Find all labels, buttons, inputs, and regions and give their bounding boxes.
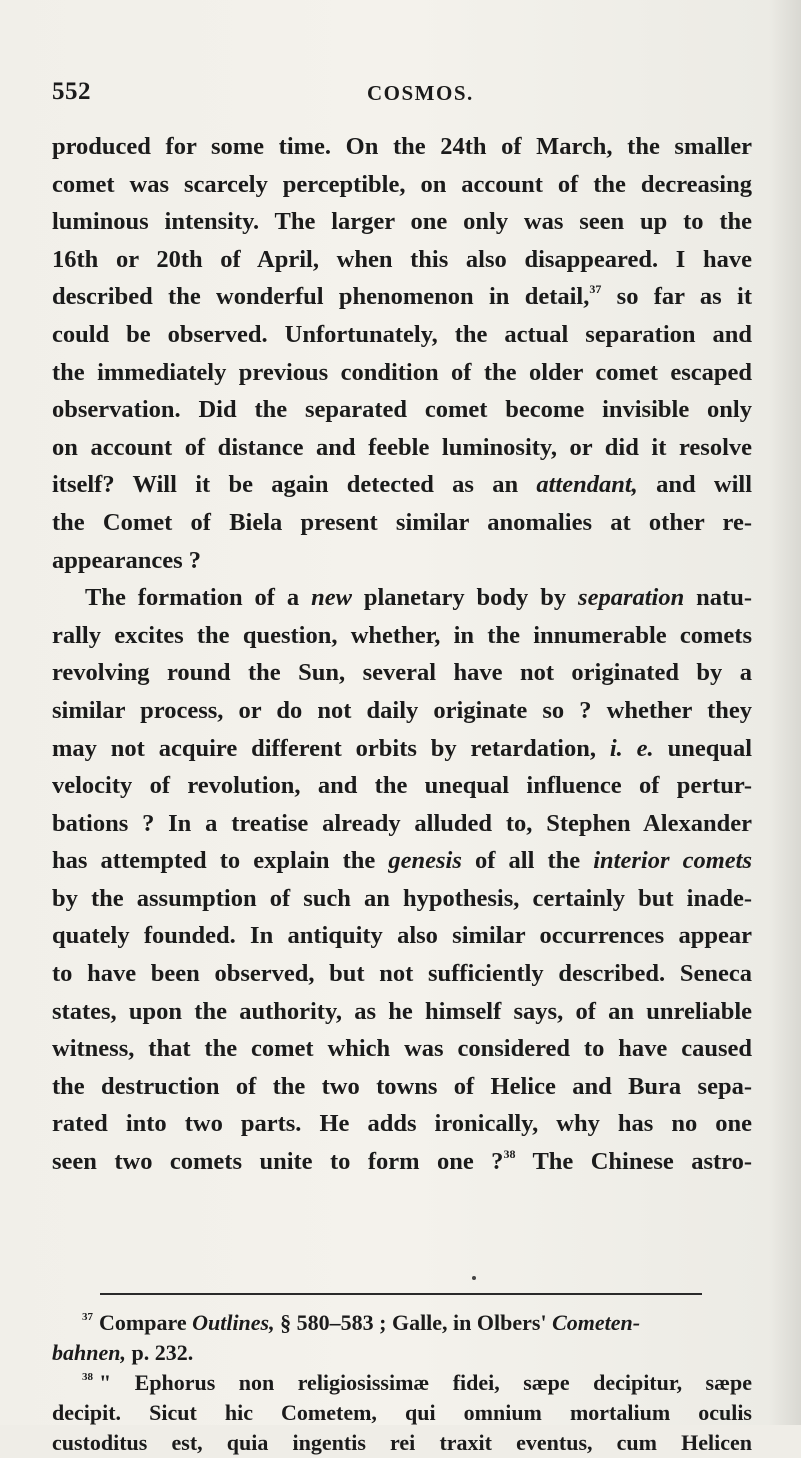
- text-line: rated into two parts. He adds ironically, why has no one: [52, 1110, 752, 1138]
- footnote-37: $^{37}$ Compare Outlines, § 580–583 ; Galle, in Olbers' Cometen-: [82, 1310, 641, 1335]
- footnote-ref-37: 37: [589, 282, 602, 297]
- text-line: itself? Will it be again detected as an attendant, and will: [52, 471, 753, 499]
- text-line: appearances ?: [52, 546, 202, 574]
- text-line: quately founded. In antiquity also similar occurrences appear: [52, 922, 752, 950]
- text-line: to have been observed, but not sufficiently described. Seneca: [52, 960, 752, 988]
- text-line: could be observed. Unfortunately, the actual separation and: [52, 320, 752, 348]
- ink-speck: [472, 1276, 476, 1280]
- text-line: described the wonderful phenomenon in detail,$^{37}$ so far as it: [52, 282, 752, 311]
- text-line: produced for some time. On the 24th of March, the smaller: [52, 133, 752, 160]
- text-line: similar process, or do not daily originate so ? whether they: [52, 696, 752, 724]
- text-line: comet was scarcely perceptible, on account of the decreasing: [52, 170, 752, 198]
- page-header: [52, 78, 752, 110]
- text-line: the immediately previous condition of the older comet escaped: [52, 358, 752, 386]
- footnotes: [52, 1308, 752, 1458]
- text-line: states, upon the authority, as he himself says, of an unreliable: [52, 997, 752, 1025]
- footnote-37-cont: bahnen, p. 232.: [52, 1340, 194, 1365]
- footnote-divider: [100, 1293, 702, 1295]
- footnote-38-cont: decipit. Sicut hic Cometem, qui omnium mortalium oculis: [52, 1400, 752, 1425]
- body-text: [52, 128, 752, 1181]
- text-line: seen two comets unite to form one ?$^{38}$ The Chinese astro-: [52, 1147, 752, 1176]
- text-line: luminous intensity. The larger one only was seen up to the: [52, 208, 752, 236]
- paragraph-start: The formation of a new planetary body by separation natu-: [85, 584, 752, 612]
- text-line: velocity of revolution, and the unequal influence of pertur-: [52, 772, 752, 800]
- text-line: observation. Did the separated comet become invisible only: [52, 396, 752, 424]
- footnote-38: $^{38}$ " Ephorus non religiosissimæ fidei, sæpe decipitur, sæpe: [82, 1370, 752, 1395]
- page-number: 552: [52, 78, 91, 105]
- text-line: the destruction of the two towns of Helice and Bura sepa-: [52, 1072, 752, 1100]
- text-line: 16th or 20th of April, when this also disappeared. I have: [52, 245, 752, 273]
- text-line: by the assumption of such an hypothesis, certainly but inade-: [52, 884, 752, 912]
- text-line: has attempted to explain the genesis of all the interior comets: [52, 847, 752, 875]
- text-line: on account of distance and feeble luminosity, or did it resolve: [52, 433, 752, 461]
- text-line: the Comet of Biela present similar anomalies at other re-: [52, 508, 752, 536]
- text-line: revolving round the Sun, several have not originated by a: [52, 659, 752, 687]
- text-line: bations ? In a treatise already alluded to, Stephen Alexander: [52, 809, 752, 837]
- text-line: witness, that the comet which was considered to have caused: [52, 1035, 752, 1063]
- running-head: COSMOS.: [367, 81, 474, 105]
- footnote-ref-38: 38: [503, 1147, 516, 1162]
- footnote-38-cont: custoditus est, quia ingentis rei traxit eventus, cum Helicen: [52, 1430, 752, 1455]
- text-line: rally excites the question, whether, in the innumerable comets: [52, 621, 752, 649]
- text-line: may not acquire different orbits by retardation, i. e. unequal: [52, 734, 753, 762]
